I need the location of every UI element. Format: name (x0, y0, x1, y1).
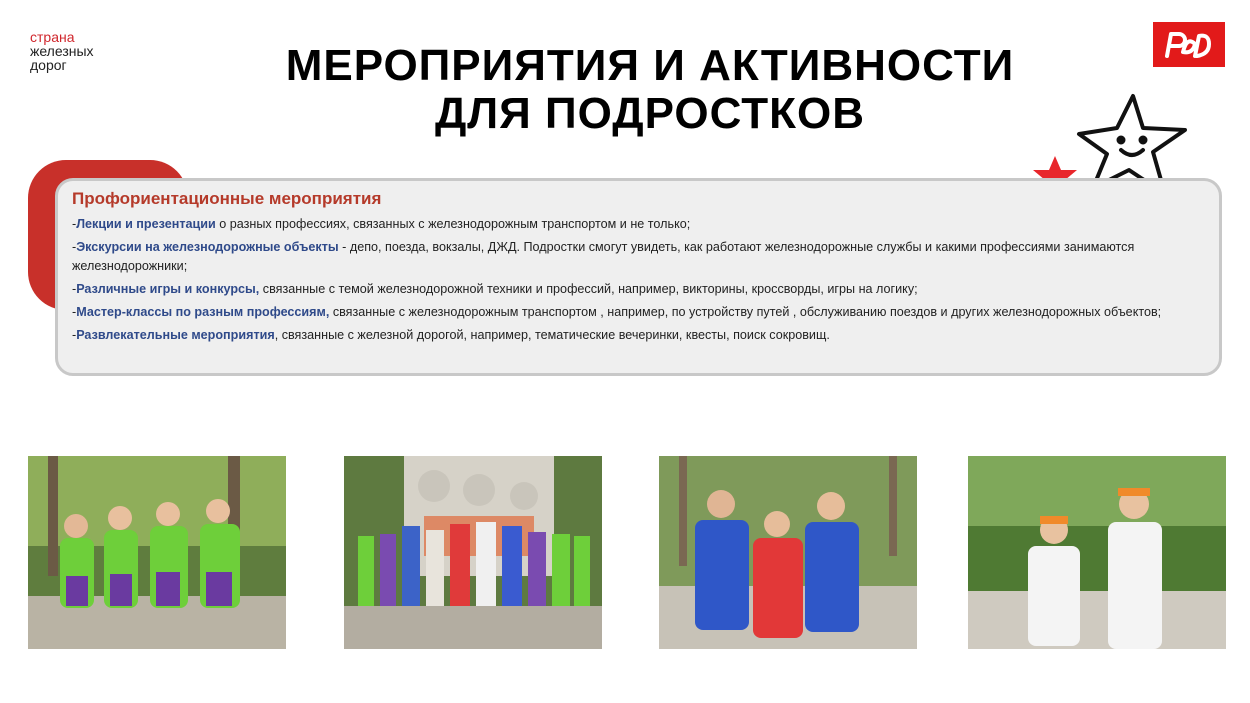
activity-item: -Мастер-классы по разным профессиям, связанные с железнодорожным транспортом , например, по устройству путей , обслуживанию поездов и других железнодорожных объектов; (72, 305, 1162, 319)
title-line-1: МЕРОПРИЯТИЯ И АКТИВНОСТИ (285, 41, 1015, 90)
activity-item: -Развлекательные мероприятия, связанные с железной дорогой, например, тематические вечеринки, квесты, поиск сокровищ. (72, 328, 830, 342)
activity-highlight: Развлекательные мероприятия (76, 328, 275, 342)
photo-pair-orange-bandanas (968, 456, 1226, 649)
activity-item: -Различные игры и конкурсы, связанные с темой железнодорожной техники и профессий, например, викторины, кроссворды, игры на логику; (72, 282, 918, 296)
brand-line-3: дорог (30, 57, 67, 73)
activity-item: -Экскурсии на железнодорожные объекты - депо, поезда, вокзалы, ДЖД. Подростки смогут увидеть, как работают железнодорожные службы и какими профессиями занимаются железнодорожники; (72, 240, 1135, 273)
brand-line-1: страна (30, 29, 75, 45)
photo-boys-blue-vests (659, 456, 917, 649)
activity-item: -Лекции и презентации о разных профессиях, связанных с железнодорожным транспортом и не только; (72, 217, 691, 231)
activity-highlight: Экскурсии на железнодорожные объекты (76, 240, 339, 254)
activity-highlight: Различные игры и конкурсы, (76, 282, 260, 296)
rzd-logo (1153, 22, 1225, 67)
brand-line-2: железных (30, 43, 94, 59)
photo-group-monument (344, 456, 602, 649)
activities-panel (55, 178, 1222, 376)
title-line-2: ДЛЯ ПОДРОСТКОВ (434, 89, 866, 138)
photo-girls-green-vests (28, 456, 286, 649)
activity-highlight: Мастер-классы по разным профессиям, (76, 305, 330, 319)
brand-wordmark (30, 30, 94, 72)
section-heading: Профориентационные мероприятия (72, 189, 382, 208)
page-title (150, 42, 1150, 138)
activity-highlight: Лекции и презентации (76, 217, 216, 231)
